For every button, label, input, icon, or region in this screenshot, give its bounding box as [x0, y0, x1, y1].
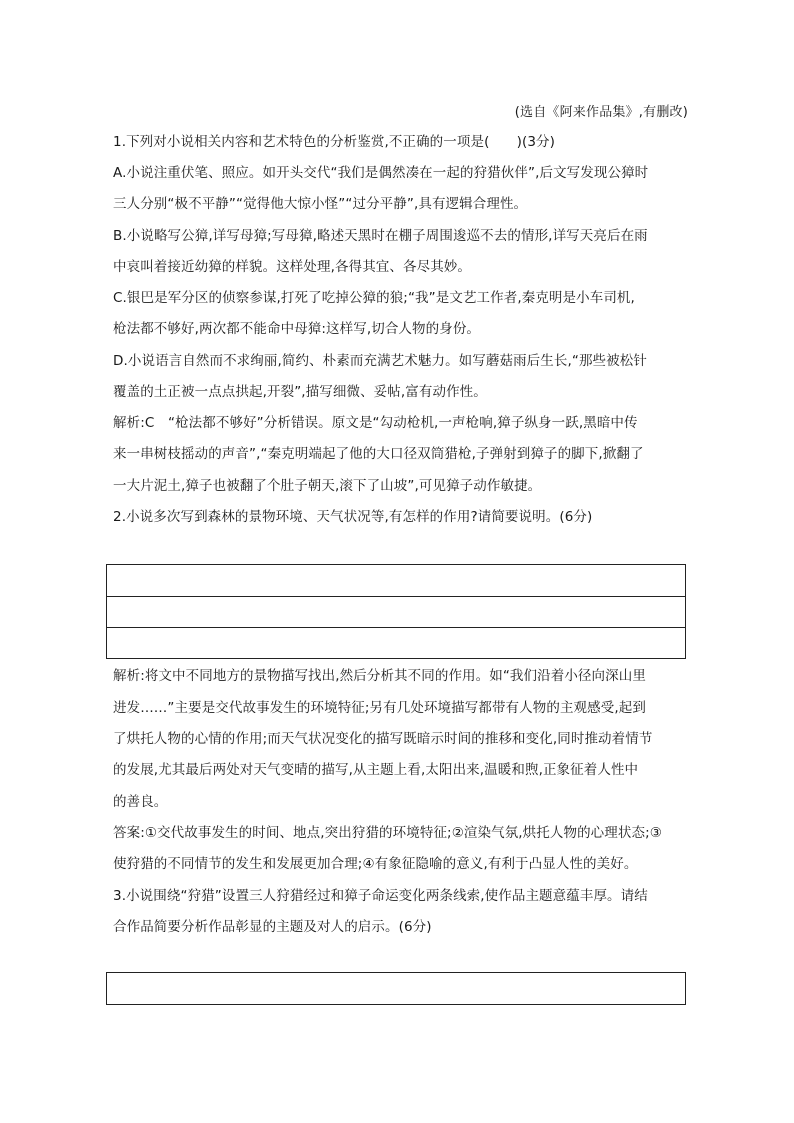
q3-stem: 3.小说围绕“狩猎”设置三人狩猎经过和獐子命运变化两条线索,使作品主题意蕴丰厚。请结	[113, 888, 648, 904]
q1-option-b-cont: 中哀叫着接近幼獐的样貌。这样处理,各得其宜、各尽其妙。	[113, 259, 471, 275]
q1-option-c-cont: 枪法都不够好,两次都不能命中母獐:这样写,切合人物的身份。	[113, 321, 481, 337]
q1-option-d: D.小说语言自然而不求绚丽,简约、朴素而充满艺术魅力。如写蘑菇雨后生长,“那些被松针	[113, 353, 647, 369]
q1-option-a-cont: 三人分别“极不平静”“觉得他大惊小怪”“过分平静”,具有逻辑合理性。	[113, 196, 528, 212]
q1-analysis: 解析:C “枪法都不够好”分析错误。原文是“勾动枪机,一声枪响,獐子纵身一跃,黑暗中传	[113, 415, 638, 431]
answer-line[interactable]	[107, 596, 685, 627]
answer-line[interactable]	[107, 565, 685, 596]
q1-option-b: B.小说略写公獐,详写母獐;写母獐,略述天黑时在棚子周围逡巡不去的情形,详写天亮后在雨	[113, 228, 648, 244]
q2-answer-box[interactable]	[106, 564, 686, 659]
source-note: (选自《阿来作品集》,有删改)	[514, 105, 688, 120]
q2-analysis-cont: 进发……”主要是交代故事发生的环境特征;另有几处环境描写都带有人物的主观感受,起到	[113, 700, 646, 716]
q1-option-d-cont: 覆盖的土正被一点点拱起,开裂”,描写细微、妥帖,富有动作性。	[113, 384, 487, 400]
q3-answer-box[interactable]	[106, 972, 686, 1005]
q2-answer-cont: 使狩猎的不同情节的发生和发展更加合理;④有象征隐喻的意义,有利于凸显人性的美好。	[113, 856, 638, 872]
answer-line[interactable]	[107, 627, 685, 658]
q2-answer: 答案:①交代故事发生的时间、地点,突出狩猎的环境特征;②渲染气氛,烘托人物的心理状态;③	[113, 825, 662, 841]
q2-analysis-cont: 的发展,尤其最后两处对天气变晴的描写,从主题上看,太阳出来,温暖和煦,正象征着人性中	[113, 762, 639, 778]
q1-analysis-cont: 一大片泥土,獐子也被翻了个肚子朝天,滚下了山坡”,可见獐子动作敏捷。	[113, 478, 542, 494]
q2-analysis-cont: 的善良。	[113, 794, 168, 810]
q2-analysis-cont: 了烘托人物的心情的作用;而天气状况变化的描写既暗示时间的推移和变化,同时推动着情节	[113, 731, 653, 747]
q2-analysis: 解析:将文中不同地方的景物描写找出,然后分析其不同的作用。如“我们沿着小径向深山里	[113, 668, 646, 684]
q1-analysis-cont: 来一串树枝摇动的声音”,“秦克明端起了他的大口径双筒猎枪,子弹射到獐子的脚下,掀翻了	[113, 446, 644, 462]
q1-option-a: A.小说注重伏笔、照应。如开头交代“我们是偶然凑在一起的狩猎伙伴”,后文写发现公獐时	[113, 165, 649, 181]
q1-option-c: C.银巴是军分区的侦察参谋,打死了吃掉公獐的狼;“我”是文艺工作者,秦克明是小车司机,	[113, 290, 635, 306]
q3-stem-cont: 合作品简要分析作品彰显的主题及对人的启示。(6分)	[113, 919, 432, 935]
q2-stem: 2.小说多次写到森林的景物环境、天气状况等,有怎样的作用?请简要说明。(6分)	[113, 509, 593, 525]
answer-line[interactable]	[107, 973, 685, 1004]
q1-stem: 1.下列对小说相关内容和艺术特色的分析鉴赏,不正确的一项是( )(3分)	[113, 134, 556, 150]
